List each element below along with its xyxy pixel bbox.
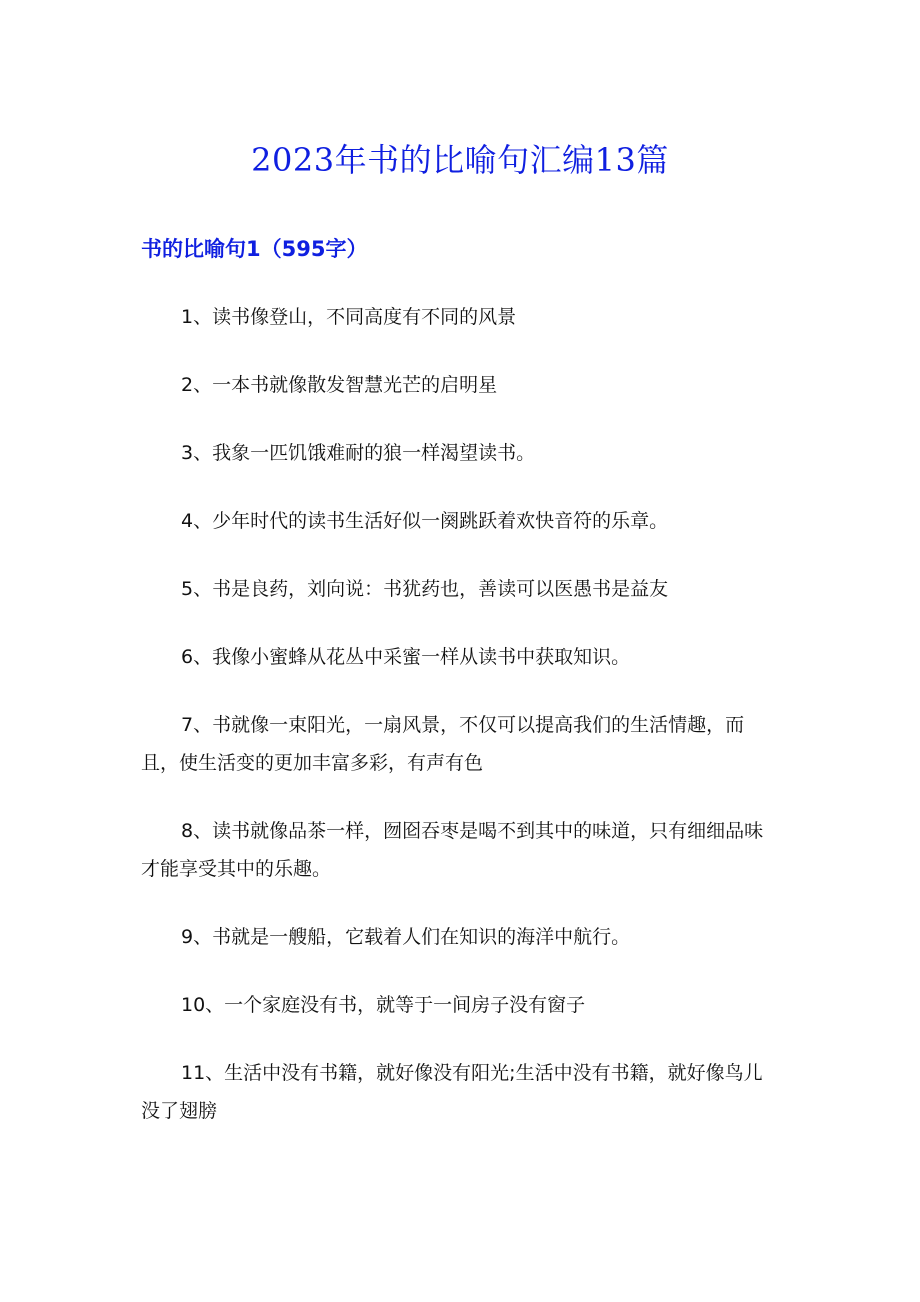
list-item: 3、我象一匹饥饿难耐的狼一样渴望读书。 (181, 442, 536, 464)
list-item: 8、读书就像品茶一样，囫囵吞枣是喝不到其中的味道，只有细细品味才能享受其中的乐趣。 (141, 820, 764, 880)
list-item: 5、书是良药，刘向说：书犹药也，善读可以医愚书是益友 (181, 578, 669, 600)
list-item: 9、书就是一艘船，它载着人们在知识的海洋中航行。 (181, 926, 631, 948)
document-title: 2023年书的比喻句汇编13篇 (251, 141, 669, 179)
list-item: 6、我像小蜜蜂从花丛中采蜜一样从读书中获取知识。 (181, 646, 631, 668)
list-item: 2、一本书就像散发智慧光芒的启明星 (181, 374, 498, 396)
list-item: 1、读书像登山，不同高度有不同的风景 (181, 306, 517, 328)
list-item: 11、生活中没有书籍，就好像没有阳光;生活中没有书籍，就好像鸟儿没了翅膀 (141, 1062, 763, 1122)
list-item: 7、书就像一束阳光，一扇风景，不仅可以提高我们的生活情趣，而且，使生活变的更加丰富多彩，有声有色 (141, 714, 745, 774)
list-item: 4、少年时代的读书生活好似一阕跳跃着欢快音符的乐章。 (181, 510, 669, 532)
list-item: 10、一个家庭没有书，就等于一间房子没有窗子 (181, 994, 586, 1016)
simile-list (141, 298, 781, 1160)
section-heading: 书的比喻句1（595字） (141, 237, 368, 261)
